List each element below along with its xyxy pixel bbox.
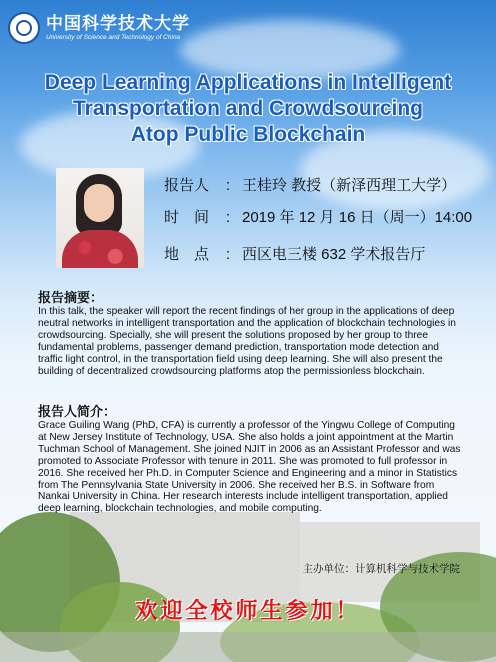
place-row — [164, 246, 425, 264]
speaker-label: 报告人 — [164, 177, 210, 194]
speaker-photo — [56, 168, 144, 268]
speaker-value: 王桂玲 教授（新泽西理工大学） — [242, 177, 457, 194]
talk-title-line: Atop Public Blockchain — [130, 123, 366, 146]
abstract-text: In this talk, the speaker will report the recent findings of her group in the applications of deep neutral networks in intelligent transportation and the application of blockchain technologies in crowdsourcing. Specially, she will present the solutions proposed by her group to three fundamental problems, passenger demand prediction, transportation mode detection and traffic light control, in the transportation field using deep learning. She will also present the building of decentralized crowdsourcing platforms atop the permissionless blockchain. — [38, 306, 456, 377]
colon: : — [226, 246, 231, 263]
bio-text: Grace Guiling Wang (PhD, CFA) is currently a professor of the Yingwu College of Computing at New Jersey Institute of Technology, USA. She also holds a joint appointment at the Martin Tuchman School of Management. She joined NJIT in 2006 as an Assistant Professor and was promoted to Associate Professor with tenure in 2011. She was promoted to full professor in 2016. She received her Ph.D. in Computer Science and Engineering and a minor in Statistics from The Pennsylvania State University in 2006. She received her B.S. in Software from Nankai University in China. Her research interests include intelligent transportation, applied deep learning, blockchain technologies, and mobile computing. — [38, 420, 461, 515]
university-name-en: University of Science and Technology of China — [46, 33, 181, 41]
place-label: 地 点 — [164, 246, 210, 263]
time-label: 时 间 — [164, 209, 210, 226]
talk-title — [0, 70, 496, 148]
time-value: 2019 年 12 月 16 日（周一）14:00 — [242, 209, 473, 226]
university-logo — [8, 12, 190, 44]
bio-heading: 报告人简介： — [38, 404, 117, 419]
welcome-banner: 欢迎全校师生参加！ — [135, 598, 361, 624]
colon: : — [226, 177, 231, 194]
place-value: 西区电三楼 632 学术报告厅 — [242, 246, 426, 263]
university-seal-icon — [8, 12, 40, 44]
abstract-heading: 报告摘要： — [38, 290, 104, 305]
speaker-row — [164, 177, 456, 195]
colon: : — [226, 209, 231, 226]
host-organizer: 主办单位：计算机科学与技术学院 — [302, 563, 460, 575]
university-name-cn: 中国科学技术大学 — [46, 13, 190, 34]
talk-title-line: Deep Learning Applications in Intelligent — [44, 71, 452, 94]
time-row — [164, 209, 472, 227]
talk-title-line: Transportation and Crowdsourcing — [72, 97, 424, 120]
